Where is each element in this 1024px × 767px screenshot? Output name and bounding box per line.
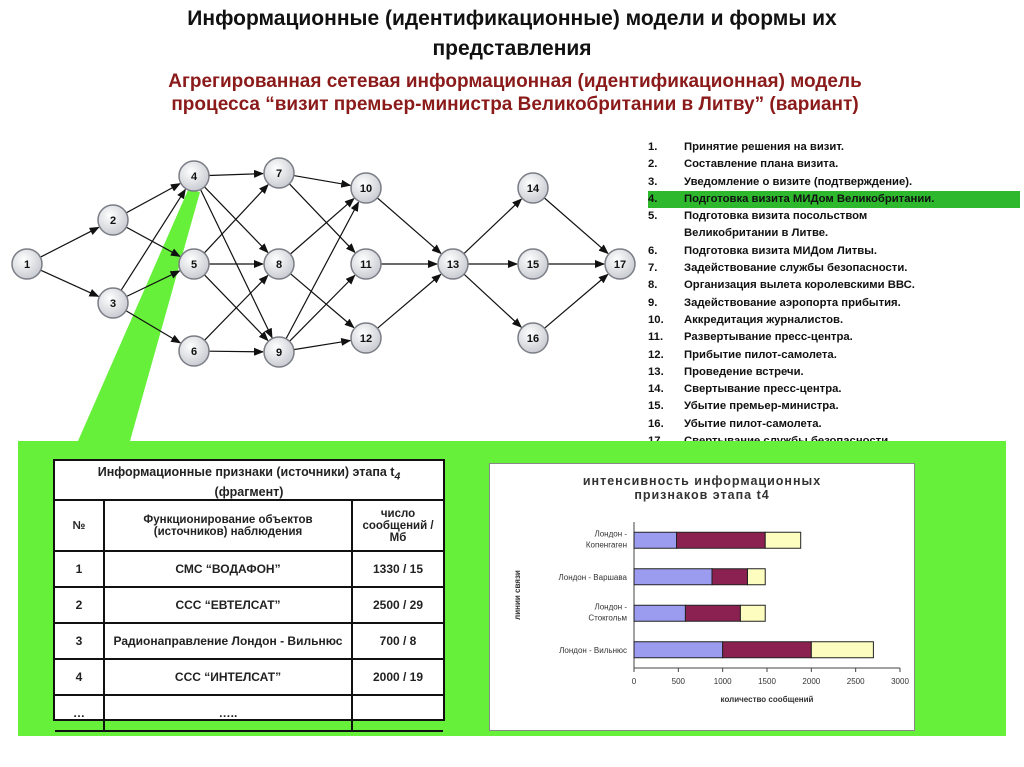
network-edge <box>464 199 522 254</box>
legend-item <box>648 416 1020 433</box>
network-node <box>351 249 381 279</box>
network-edge <box>40 227 98 257</box>
network-node <box>351 323 381 353</box>
legend-item <box>648 139 1020 156</box>
legend-item <box>648 329 1020 346</box>
chart-tick-label: 0 <box>631 677 637 686</box>
legend-item-text: Аккредитация журналистов. <box>684 313 844 326</box>
chart-bar <box>765 532 800 548</box>
legend-item-number: 8. <box>648 279 658 292</box>
table-cell: 2500 / 29 <box>352 587 443 623</box>
table-caption-sub: 4 <box>394 471 401 483</box>
table-cell: 1 <box>55 551 104 587</box>
legend-item <box>648 208 1020 225</box>
network-node <box>351 173 381 203</box>
network-edge <box>289 184 355 253</box>
legend-item-text: Убытие пилот-самолета. <box>684 417 822 430</box>
chart-category-label: Лондон - Вильнюс <box>559 645 627 655</box>
legend-item-text: Организация вылета королевскими ВВС. <box>684 279 915 292</box>
network-node-label: 12 <box>359 333 373 345</box>
legend-item-text: Подготовка визита МИДом Великобритании. <box>684 192 935 205</box>
network-node-label: 8 <box>275 259 283 271</box>
network-node <box>518 173 548 203</box>
table-row <box>55 659 443 695</box>
chart-title-line1: интенсивность информационных <box>582 474 822 488</box>
legend-item <box>648 398 1020 415</box>
chart-plot <box>490 464 914 730</box>
legend-item <box>648 381 1020 398</box>
info-table <box>55 501 443 732</box>
table-row <box>55 551 443 587</box>
legend-item <box>648 364 1020 381</box>
network-edge <box>294 176 350 186</box>
table-row <box>55 623 443 659</box>
network-edge <box>377 198 441 254</box>
network-node-label: 3 <box>109 298 117 310</box>
network-node <box>12 249 42 279</box>
network-edge <box>544 274 607 328</box>
table-row <box>55 695 443 731</box>
legend-item-number: 4. <box>648 192 658 205</box>
network-edge <box>464 274 521 327</box>
table-cell: 1330 / 15 <box>352 551 443 587</box>
stage-legend <box>648 139 1020 450</box>
diagram-subtitle-line1: Агрегированная сетевая информационная (идентификационная) модель <box>168 71 862 92</box>
network-node-label: 1 <box>23 259 31 271</box>
legend-item-text: Свертывание пресс-центра. <box>684 383 842 396</box>
table-row <box>55 587 443 623</box>
chart-bar <box>685 605 740 621</box>
table-cell: ССС “ЕВТЕЛСАТ” <box>104 587 352 623</box>
chart-bar <box>677 532 766 548</box>
table-header-object: Функционирование объектов (источников) наблюдения <box>104 501 352 551</box>
legend-item-text: Проведение встречи. <box>684 365 804 378</box>
network-node <box>264 249 294 279</box>
legend-item-number: 15. <box>648 400 664 413</box>
diagram-subtitle <box>20 70 1010 116</box>
legend-item <box>648 260 1020 277</box>
legend-item-number <box>648 225 684 242</box>
table-caption-text: Информационные признаки (источники) этапа t <box>97 465 395 479</box>
legend-item-number: 7. <box>648 262 658 275</box>
table-cell: 2000 / 19 <box>352 659 443 695</box>
network-node <box>518 323 548 353</box>
chart-title-line2: признаков этапа t4 <box>634 488 770 502</box>
chart-bar <box>634 642 723 658</box>
legend-item-text: Принятие решения на визит. <box>684 141 845 153</box>
network-edge <box>377 274 440 328</box>
table-header-row <box>55 501 443 551</box>
page-title-line1: Информационные (идентификационные) модели и формы их <box>187 7 837 30</box>
network-edge <box>290 274 353 328</box>
table-cell: ….. <box>104 695 352 731</box>
chart-category-label: Лондон - Варшава <box>558 572 627 582</box>
legend-item <box>648 243 1020 260</box>
page-title <box>0 4 1024 64</box>
table-caption <box>55 461 443 501</box>
chart-bar <box>811 642 873 658</box>
network-edge <box>41 270 99 296</box>
chart-bar <box>634 532 677 548</box>
legend-item-text: Великобритании в Литве. <box>684 227 829 240</box>
network-edge <box>126 184 180 213</box>
legend-item-number: 10. <box>648 313 664 326</box>
network-edge <box>209 351 263 352</box>
network-node-label: 16 <box>526 333 540 345</box>
network-node-label: 11 <box>360 259 372 271</box>
legend-item <box>648 312 1020 329</box>
network-node <box>179 161 209 191</box>
diagram-subtitle-line2: процесса “визит премьер-министра Великобритании в Литву” (вариант) <box>171 94 859 115</box>
network-node-label: 2 <box>109 215 117 227</box>
network-node <box>179 249 209 279</box>
legend-item-number: 13. <box>648 365 664 378</box>
chart-bar <box>634 569 712 585</box>
network-node-label: 10 <box>359 183 373 195</box>
network-node-label: 6 <box>190 346 198 358</box>
chart-tick-label: 2000 <box>802 677 821 686</box>
legend-item-number: 11. <box>648 331 664 344</box>
table-cell <box>352 695 443 731</box>
legend-item-number: 3. <box>648 175 658 188</box>
chart-category-label: Лондон -Стокгольм <box>588 602 627 623</box>
legend-item-text: Прибытие пилот-самолета. <box>684 348 837 361</box>
legend-item <box>648 277 1020 294</box>
network-node <box>438 249 468 279</box>
legend-item-text: Подготовка визита посольством <box>684 210 868 223</box>
table-cell: 700 / 8 <box>352 623 443 659</box>
legend-item-number: 12. <box>648 348 664 361</box>
network-node <box>98 288 128 318</box>
network-node-label: 14 <box>526 183 540 195</box>
legend-item-number: 9. <box>648 296 658 309</box>
network-edge <box>294 341 350 350</box>
network-node <box>179 336 209 366</box>
table-cell: СМС “ВОДАФОН” <box>104 551 352 587</box>
network-node <box>98 205 128 235</box>
table-cell: Радионаправление Лондон - Вильнюс <box>104 623 352 659</box>
chart-x-axis-label: количество сообщений <box>720 695 814 704</box>
chart-tick-label: 1500 <box>758 677 776 686</box>
legend-item-text: Составление плана визита. <box>684 158 839 171</box>
table-header-num: № <box>55 501 104 551</box>
chart-bar <box>747 569 765 585</box>
legend-item-text: Уведомление о визите (подтверждение). <box>684 175 913 188</box>
legend-item-text: Убытие премьер-министра. <box>684 400 839 413</box>
chart-tick-label: 1000 <box>713 677 732 686</box>
chart-bar <box>723 642 812 658</box>
network-node <box>518 249 548 279</box>
chart-tick-label: 3000 <box>891 677 909 686</box>
legend-item <box>648 295 1020 312</box>
chart-y-axis-label: линии связи <box>513 570 522 620</box>
legend-item <box>648 225 1020 242</box>
legend-item-number: 1. <box>648 141 658 153</box>
chart-bar <box>712 569 747 585</box>
network-diagram <box>0 135 640 445</box>
legend-item <box>648 174 1020 191</box>
network-node <box>264 158 294 188</box>
legend-item-text: Задействование аэропорта прибытия. <box>684 296 901 309</box>
network-node-label: 13 <box>446 259 460 271</box>
table-header-count: число сообщений / Мб <box>352 501 443 551</box>
network-edge <box>290 199 354 255</box>
legend-item-number: 16. <box>648 417 664 430</box>
network-edge <box>544 198 608 254</box>
network-node-label: 7 <box>275 168 283 180</box>
legend-item <box>648 347 1020 364</box>
network-node-label: 17 <box>613 259 627 271</box>
network-node <box>605 249 635 279</box>
chart-category-label: Лондон -Копенгаген <box>585 529 627 550</box>
network-node <box>264 337 294 367</box>
table-cell: 3 <box>55 623 104 659</box>
network-node-label: 15 <box>526 259 540 271</box>
chart-tick-label: 2500 <box>846 677 865 686</box>
chart-bar <box>740 605 765 621</box>
table-cell: ССС “ИНТЕЛСАТ” <box>104 659 352 695</box>
table-cell: 2 <box>55 587 104 623</box>
legend-item-number: 5. <box>648 210 658 223</box>
legend-item-number: 6. <box>648 244 658 257</box>
legend-item <box>648 156 1020 173</box>
network-node-label: 9 <box>275 347 283 359</box>
network-edge <box>286 202 358 339</box>
info-table-box <box>53 459 445 721</box>
network-edge <box>209 174 263 176</box>
legend-item-number: 2. <box>648 158 658 171</box>
table-caption-fragment: (фрагмент) <box>214 484 284 499</box>
chart-bar <box>634 605 685 621</box>
legend-item-text: Задействование службы безопасности. <box>684 262 908 275</box>
network-edge <box>290 275 355 341</box>
legend-item <box>648 191 1020 208</box>
table-cell: 4 <box>55 659 104 695</box>
legend-item-number: 14. <box>648 383 664 396</box>
network-node-label: 4 <box>190 171 198 183</box>
intensity-chart <box>489 463 915 731</box>
page-title-line2: представления <box>432 37 592 60</box>
legend-item-text: Развертывание пресс-центра. <box>684 331 853 344</box>
table-cell: … <box>55 695 104 731</box>
chart-tick-label: 500 <box>671 677 686 686</box>
network-node-label: 5 <box>190 259 198 271</box>
legend-item-text: Подготовка визита МИДом Литвы. <box>684 244 878 257</box>
